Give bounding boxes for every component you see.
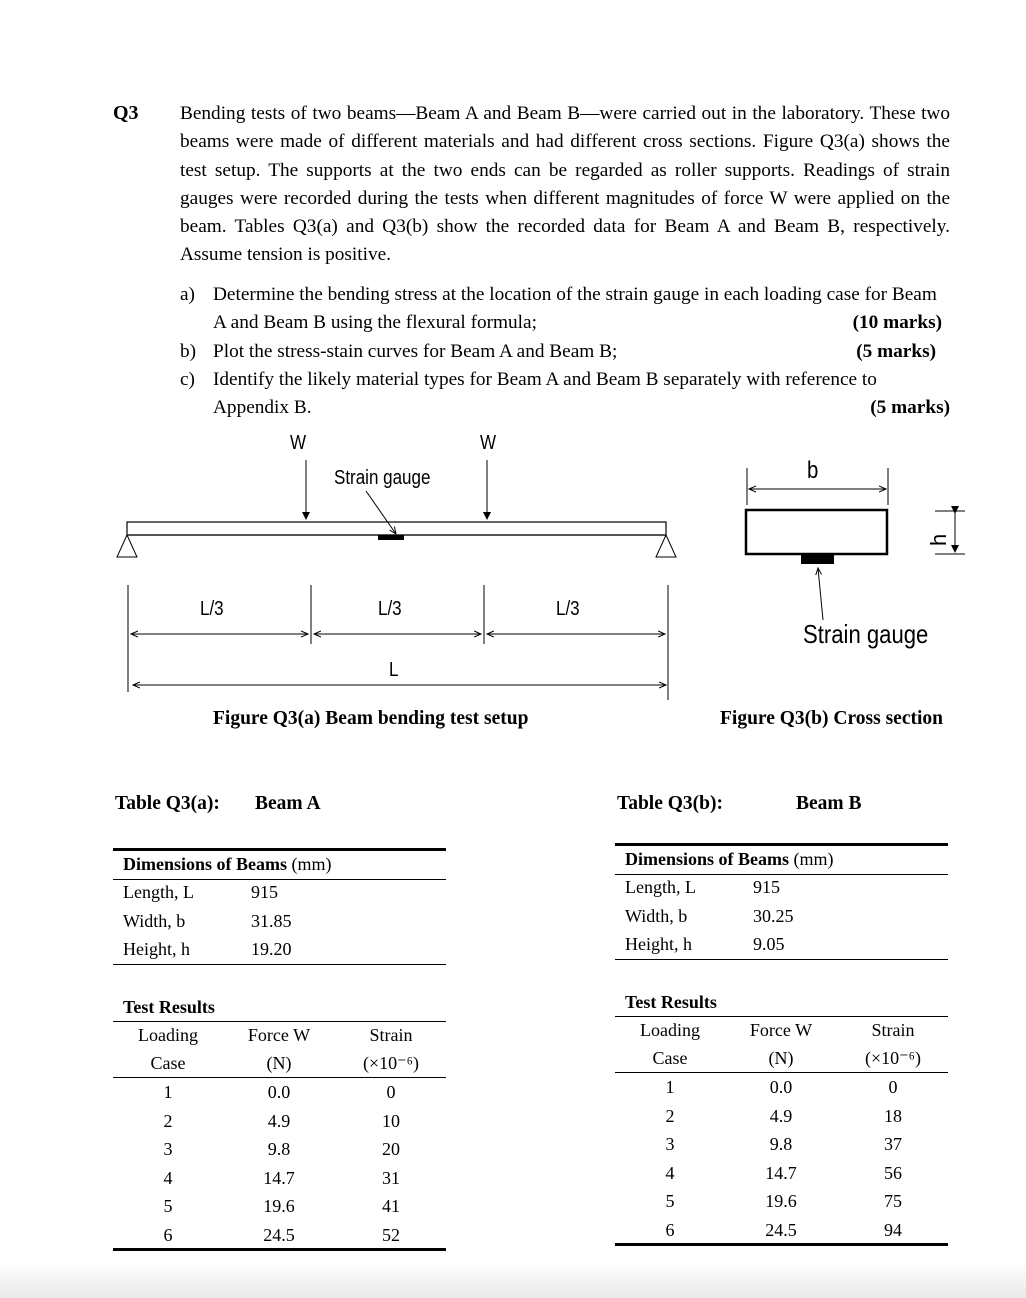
- table-cell: 4: [163, 1167, 173, 1188]
- dim-value: 915: [251, 882, 278, 902]
- dim-value: 915: [753, 877, 780, 897]
- table-cell: 0.0: [769, 1077, 793, 1097]
- table-cell: 19.6: [765, 1191, 797, 1211]
- column-header-unit: (N): [266, 1053, 292, 1073]
- table-rule: [113, 964, 446, 965]
- table-title: Table Q3(a):: [115, 793, 220, 814]
- table-rule: [615, 874, 948, 875]
- table-cell: 56: [884, 1162, 902, 1183]
- table-rule: [113, 848, 446, 851]
- dim-value: 30.25: [753, 905, 794, 926]
- column-header-unit: Case: [652, 1048, 688, 1068]
- column-header: Loading: [138, 1025, 198, 1045]
- table-rule: [615, 959, 948, 960]
- length-label: L: [389, 659, 399, 681]
- part-marks: (10 marks): [852, 312, 942, 334]
- table-cell: 4.9: [769, 1105, 793, 1126]
- column-header: Strain: [369, 1025, 413, 1045]
- table-cell: 6: [163, 1224, 173, 1245]
- table-cell: 4: [665, 1162, 675, 1183]
- table-cell: 5: [163, 1196, 173, 1216]
- table-cell: 14.7: [765, 1162, 797, 1183]
- strain-gauge-mark: [378, 535, 404, 540]
- column-header: Strain: [871, 1020, 915, 1040]
- table-cell: 24.5: [263, 1224, 295, 1245]
- beam: [127, 522, 666, 535]
- third-label-3: L/3: [556, 598, 580, 620]
- table-cell: 18: [884, 1105, 902, 1126]
- dims-heading: Dimensions of Beams: [123, 854, 288, 874]
- width-label: b: [807, 457, 819, 484]
- table-cell: 0.0: [267, 1082, 291, 1102]
- figure-a-caption: Figure Q3(a) Beam bending test setup: [213, 708, 529, 729]
- column-header: Force W: [749, 1020, 813, 1040]
- load-label-right: W: [480, 432, 497, 454]
- table-cell: 1: [665, 1077, 675, 1097]
- table-cell: 0: [888, 1077, 898, 1097]
- height-label: h: [926, 533, 951, 546]
- table-cell: 31: [382, 1167, 400, 1188]
- table-beam-name: Beam A: [255, 793, 321, 814]
- table-cell: 19.6: [263, 1196, 295, 1216]
- dims-heading: Dimensions of Beams: [625, 849, 790, 869]
- table-cell: 20: [382, 1139, 400, 1159]
- table-cell: 1: [163, 1082, 173, 1102]
- table-cell: 94: [884, 1219, 902, 1240]
- roller-support-right: [656, 535, 676, 557]
- column-header-unit: (×10⁻⁶): [865, 1048, 921, 1068]
- table-cell: 41: [382, 1196, 400, 1216]
- table-cell: 10: [382, 1110, 400, 1131]
- dim-label: Width, b: [625, 905, 688, 926]
- third-label-2: L/3: [378, 598, 402, 620]
- part-text: Plot the stress-stain curves for Beam A and Beam B;: [213, 340, 618, 362]
- viewer-bottom-edge: [0, 1262, 1026, 1298]
- table-cell: 52: [382, 1224, 400, 1245]
- table-cell: 75: [884, 1191, 902, 1211]
- part-label: b): [180, 340, 197, 362]
- column-header: Loading: [640, 1020, 700, 1040]
- table-cell: 37: [884, 1134, 902, 1154]
- table-rule: [615, 1016, 948, 1017]
- load-label-left: W: [290, 432, 307, 454]
- column-header-unit: (×10⁻⁶): [363, 1053, 419, 1073]
- part-text: Identify the likely material types for Beam A and Beam B separately with reference to Appendix B.: [213, 368, 877, 419]
- table-cell: 5: [665, 1191, 675, 1211]
- dim-value: 19.20: [251, 939, 292, 959]
- table-cell: 24.5: [765, 1219, 797, 1240]
- table-cell: 6: [665, 1219, 675, 1240]
- part-label: c): [180, 368, 195, 390]
- roller-support-left: [117, 535, 137, 557]
- table-rule: [615, 1072, 948, 1073]
- dims-unit: (mm): [291, 854, 332, 874]
- cross-section: [746, 510, 887, 554]
- table-rule: [113, 879, 446, 880]
- dim-label: Length, L: [123, 882, 194, 902]
- table-rule: [615, 843, 948, 846]
- dim-value: 31.85: [251, 910, 292, 931]
- table-beam-name: Beam B: [796, 793, 862, 814]
- cross-section-gauge-label: Strain gauge: [803, 619, 929, 649]
- table-rule: [113, 1248, 446, 1251]
- third-label-1: L/3: [200, 598, 224, 620]
- dim-label: Width, b: [123, 910, 186, 931]
- figure-b-caption: Figure Q3(b) Cross section: [720, 708, 943, 729]
- part-marks: (5 marks): [856, 340, 936, 362]
- table-cell: 0: [386, 1082, 396, 1102]
- table-title: Table Q3(b):: [617, 793, 724, 814]
- table-rule: [113, 1021, 446, 1022]
- table-cell: 14.7: [263, 1167, 295, 1188]
- question-paragraph: Bending tests of two beams—Beam A and Beam B—were carried out in the laboratory. These two beams were made of different materials and had different cross sections. Figure Q3(a) shows the test setup. The supports at the two ends can be regarded as roller supports. Readings of strain gauges were recorded during the tests when different magnitudes of force W were applied on the beam. Tables Q3(a) and Q3(b) show the recorded data for Beam A and Beam B, respectively. Assume tension is positive.: [180, 103, 950, 266]
- table-cell: 2: [163, 1110, 173, 1131]
- table-rule: [615, 1243, 948, 1246]
- table-cell: 4.9: [267, 1110, 291, 1131]
- table-cell: 3: [163, 1139, 173, 1159]
- column-header-unit: (N): [768, 1048, 794, 1068]
- results-heading: Test Results: [123, 997, 215, 1017]
- part-label: a): [180, 284, 195, 305]
- dim-value: 9.05: [753, 934, 785, 954]
- dims-unit: (mm): [793, 849, 834, 869]
- table-cell: 3: [665, 1134, 675, 1154]
- column-header: Force W: [247, 1025, 311, 1045]
- dim-label: Length, L: [625, 877, 696, 897]
- cross-section-gauge: [801, 555, 834, 564]
- part-text: Determine the bending stress at the location of the strain gauge in each loading case for Beam A and Beam B using the flexural formula;: [213, 284, 937, 334]
- dim-label: Height, h: [625, 934, 692, 954]
- table-rule: [113, 1077, 446, 1078]
- table-cell: 2: [665, 1105, 675, 1126]
- dim-label: Height, h: [123, 939, 190, 959]
- part-marks: (5 marks): [870, 397, 950, 419]
- table-cell: 9.8: [267, 1139, 291, 1159]
- results-heading: Test Results: [625, 992, 717, 1012]
- column-header-unit: Case: [150, 1053, 186, 1073]
- table-cell: 9.8: [769, 1134, 793, 1154]
- gauge-label: Strain gauge: [334, 467, 431, 489]
- question-number: Q3: [113, 102, 139, 124]
